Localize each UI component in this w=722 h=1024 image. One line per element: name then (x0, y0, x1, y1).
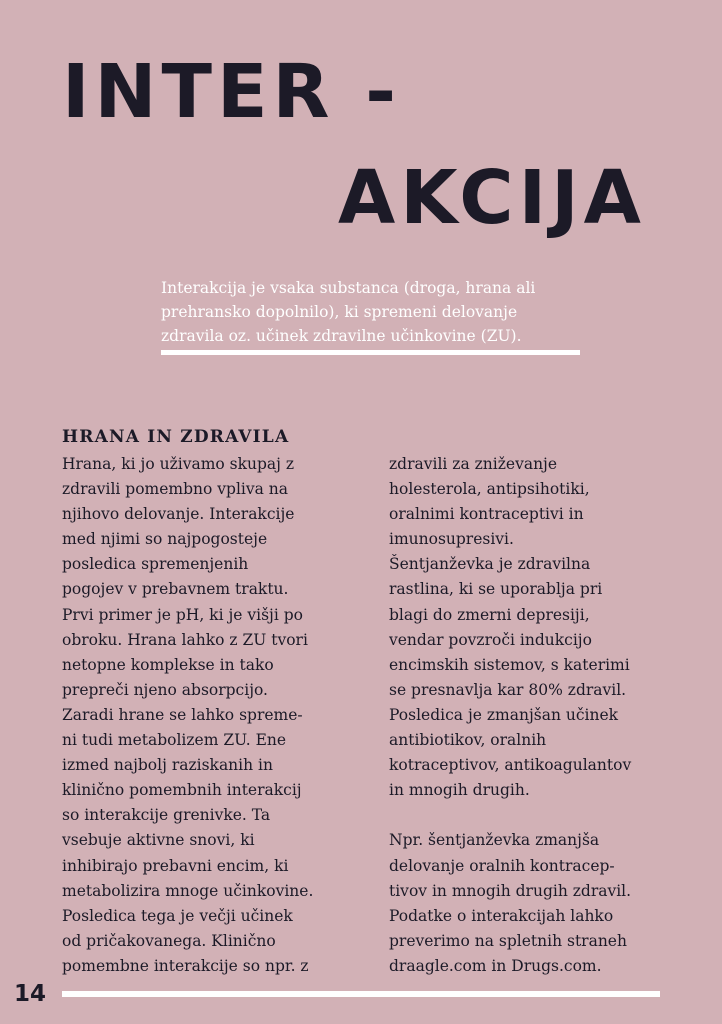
body-text-line: delovanje oralnih kontracep- (389, 856, 615, 875)
page-title-line-1: INTER - (62, 49, 401, 135)
body-text-line: Prvi primer je pH, ki je višji po (62, 605, 303, 624)
body-text-line: obroku. Hrana lahko z ZU tvori (62, 630, 308, 649)
body-text-line: blagi do zmerni depresiji, (389, 605, 590, 624)
body-text-line: njihovo delovanje. Interakcije (62, 505, 295, 524)
body-text-line: zdravili za zniževanje (389, 455, 558, 473)
body-text-line: Posledica je zmanjšan učinek (389, 705, 619, 724)
body-text-line: zdravili pomembno vpliva na (62, 480, 289, 499)
body-text-line: izmed najbolj raziskanih in (62, 756, 273, 775)
intro-line: Interakcija je vsaka substanca (droga, hrana ali (161, 279, 536, 297)
body-text-line: posledica spremenjenih (62, 555, 249, 574)
intro-underline-divider (161, 350, 580, 355)
body-text-line: klinično pomembnih interakcij (62, 781, 302, 800)
body-text-line: holesterola, antipsihotiki, (389, 480, 590, 499)
body-text-line: pogojev v prebavnem traktu. (62, 580, 289, 599)
body-text-line: pomembne interakcije so npr. z (62, 956, 309, 975)
intro-line: prehransko dopolnilo), ki spremeni delovanje (161, 303, 518, 321)
body-text-line: in mnogih drugih. (389, 781, 530, 800)
body-text-line: encimskih sistemov, s katerimi (389, 655, 630, 674)
body-text-line: Posledica tega je večji učinek (62, 906, 293, 925)
section-heading: HRANA IN ZDRAVILA (62, 427, 290, 447)
body-text-line: se presnavlja kar 80% zdravil. (389, 680, 627, 699)
body-text-line: tivov in mnogih drugih zdravil. (389, 881, 632, 900)
body-text-line: Šentjanževka je zdravilna (389, 555, 591, 574)
body-text-line: rastlina, ki se uporablja pri (389, 580, 603, 599)
body-text-line: Npr. šentjanževka zmanjša (389, 831, 600, 850)
body-text-line (389, 803, 631, 828)
body-text-line: kotraceptivov, antikoagulantov (389, 756, 632, 775)
body-text-line: Hrana, ki jo uživamo skupaj z (62, 455, 295, 473)
page-number: 14 (14, 981, 47, 1007)
body-text-line: vsebuje aktivne snovi, ki (62, 831, 255, 850)
body-text-line: antibiotikov, oralnih (389, 731, 547, 750)
body-text-line: oralnimi kontraceptivi in (389, 505, 584, 524)
body-text-line: prepreči njeno absorpcijo. (62, 680, 268, 699)
body-text-line: preverimo na spletnih straneh (389, 931, 627, 950)
body-text-line: med njimi so najpogosteje (62, 530, 268, 549)
body-text-line: so interakcije grenivke. Ta (62, 806, 271, 825)
body-text-line: od pričakovanega. Klinično (62, 931, 276, 950)
body-text-line: Zaradi hrane se lahko spreme- (62, 705, 303, 724)
body-text-line: metabolizira mnoge učinkovine. (62, 881, 314, 900)
body-text-line: draagle.com in Drugs.com. (389, 956, 602, 975)
body-text-line: imunosupresivi. (389, 530, 514, 549)
text-column-right (389, 452, 631, 979)
body-text-line: inhibirajo prebavni encim, ki (62, 856, 289, 875)
body-text-line: vendar povzroči indukcijo (389, 630, 592, 649)
body-text-line: Podatke o interakcijah lahko (389, 906, 614, 925)
text-column-left (62, 452, 313, 979)
body-text-line: netopne komplekse in tako (62, 655, 274, 674)
body-text-line: ni tudi metabolizem ZU. Ene (62, 731, 287, 750)
intro-paragraph (161, 276, 591, 348)
footer-divider (62, 991, 660, 997)
intro-line: zdravila oz. učinek zdravilne učinkovine (ZU). (161, 327, 522, 345)
page-title-line-2: AKCIJA (338, 155, 646, 241)
